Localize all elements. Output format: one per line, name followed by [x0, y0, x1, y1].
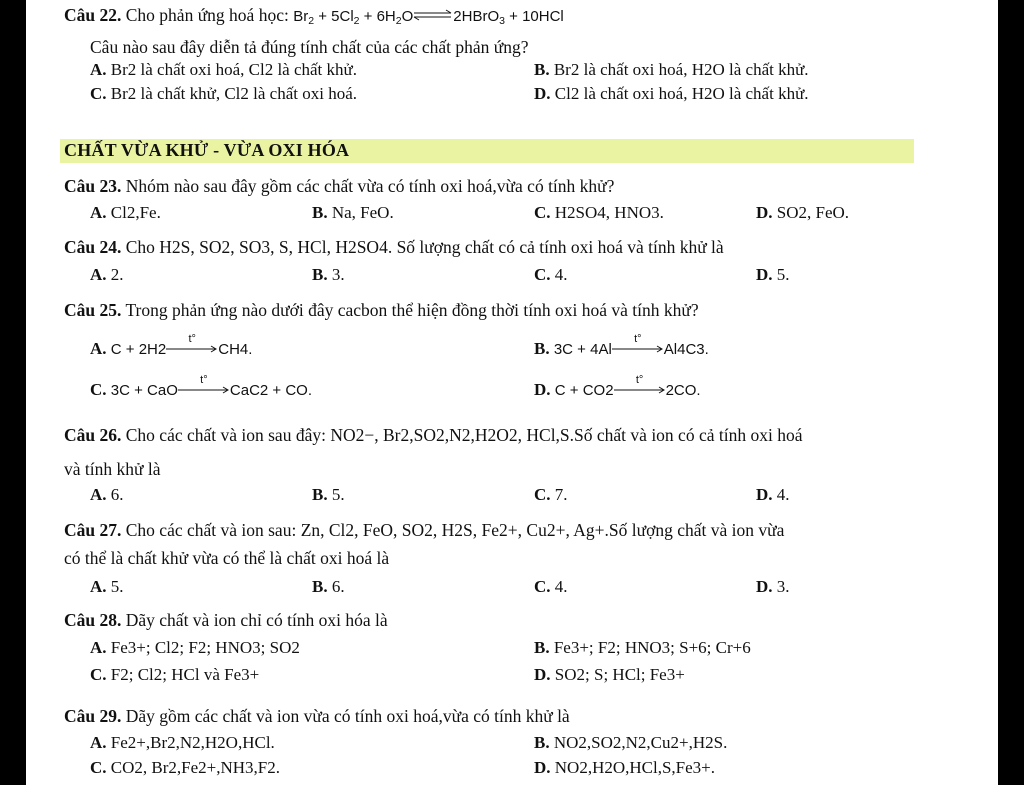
question-prompt: Câu nào sau đây diễn tả đúng tính chất của các chất phản ứng? [90, 37, 529, 57]
question-29 [64, 705, 570, 727]
option-b[interactable]: B. 5. [312, 485, 345, 504]
question-label: Câu 22. [64, 5, 122, 25]
equilibrium-arrow-icon [413, 9, 453, 21]
option-d[interactable]: D. 4. [756, 485, 790, 504]
option-b[interactable]: B. 6. [312, 577, 345, 596]
question-label: Câu 24. [64, 237, 122, 257]
question-26 [64, 424, 802, 446]
question-label: Câu 26. [64, 425, 122, 445]
option-d[interactable]: D. 3. [756, 577, 790, 596]
option-c[interactable]: C. 4. [534, 265, 568, 284]
option-c[interactable]: C. F2; Cl2; HCl và Fe3+ [90, 665, 260, 684]
reaction-arrow-icon: t° [166, 341, 218, 355]
question-label: Câu 23. [64, 176, 122, 196]
option-b[interactable]: B. 3. [312, 265, 345, 284]
option-a[interactable]: A. Fe3+; Cl2; F2; HNO3; SO2 [90, 638, 300, 657]
option-a[interactable]: A. 2. [90, 265, 124, 284]
option-a[interactable]: A. Cl2,Fe. [90, 203, 161, 222]
document-page [26, 0, 998, 785]
question-22 [64, 4, 564, 28]
question-text: Dãy gồm các chất và ion vừa có tính oxi hoá,vừa có tính khử là [125, 706, 570, 726]
option-b[interactable]: B. NO2,SO2,N2,Cu2+,H2S. [534, 733, 728, 752]
question-text: Cho H2S, SO2, SO3, S, HCl, H2SO4. Số lượng chất có cả tính oxi hoá và tính khử là [125, 237, 724, 257]
option-d[interactable]: D. 5. [756, 265, 790, 284]
option-b[interactable]: B. Br2 là chất oxi hoá, H2O là chất khử. [534, 60, 809, 79]
option-d[interactable]: D. NO2,H2O,HCl,S,Fe3+. [534, 758, 716, 777]
question-27 [64, 519, 784, 541]
question-text: Nhóm nào sau đây gồm các chất vừa có tính oxi hoá,vừa có tính khử? [125, 176, 615, 196]
option-c[interactable]: C. H2SO4, HNO3. [534, 203, 664, 222]
option-d[interactable]: D. SO2; S; HCl; Fe3+ [534, 665, 685, 684]
option-a[interactable]: A. 6. [90, 485, 124, 504]
option-d[interactable]: D. C + CO2 t° 2CO. [534, 374, 701, 399]
question-25 [64, 299, 699, 321]
question-label: Câu 29. [64, 706, 122, 726]
reaction-arrow-icon: t° [178, 382, 230, 396]
question-24 [64, 236, 724, 258]
section-header [60, 139, 914, 163]
option-a[interactable]: A. Br2 là chất oxi hoá, Cl2 là chất khử. [90, 60, 357, 79]
option-b[interactable]: B. Fe3+; F2; HNO3; S+6; Cr+6 [534, 638, 751, 657]
option-c[interactable]: C. 7. [534, 485, 568, 504]
option-c[interactable]: C. 4. [534, 577, 568, 596]
option-c[interactable]: C. Br2 là chất khử, Cl2 là chất oxi hoá. [90, 84, 357, 103]
option-c[interactable]: C. CO2, Br2,Fe2+,NH3,F2. [90, 758, 280, 777]
question-text-continued: có thể là chất khử vừa có thể là chất oxi hoá là [64, 548, 390, 568]
option-c[interactable]: C. 3C + CaO t° CaC2 + CO. [90, 374, 313, 399]
reaction-arrow-icon: t° [614, 382, 666, 396]
option-d[interactable]: D. Cl2 là chất oxi hoá, H2O là chất khử. [534, 84, 809, 103]
option-d[interactable]: D. SO2, FeO. [756, 203, 850, 222]
question-label: Câu 28. [64, 610, 122, 630]
question-text: Dãy chất và ion chỉ có tính oxi hóa là [125, 610, 388, 630]
question-text: Cho phản ứng hoá học: [125, 5, 289, 25]
question-label: Câu 25. [64, 300, 122, 320]
option-a[interactable]: A. C + 2H2 t° CH4. [90, 333, 253, 358]
option-a[interactable]: A. 5. [90, 577, 124, 596]
option-a[interactable]: A. Fe2+,Br2,N2,H2O,HCl. [90, 733, 275, 752]
question-text: Cho các chất và ion sau đây: NO2−, Br2,SO2,N2,H2O2, HCl,S.Số chất và ion có cả tính oxi hoá [125, 425, 803, 445]
question-text-continued: và tính khử là [64, 459, 161, 479]
reaction-arrow-icon: t° [612, 341, 664, 355]
reaction-equation: $Br_2 + 5Cl_2 + 6H_2O$ 2HBrO$_3$ + 10HCl [293, 8, 564, 27]
question-text: Cho các chất và ion sau: Zn, Cl2, FeO, SO2, H2S, Fe2+, Cu2+, Ag+.Số lượng chất và ion vừa [125, 520, 785, 540]
question-28 [64, 609, 388, 631]
option-b[interactable]: B. Na, FeO. [312, 203, 394, 222]
question-label: Câu 27. [64, 520, 122, 540]
option-b[interactable]: B. 3C + 4Al t° Al4C3. [534, 333, 709, 358]
section-title: CHẤT VỪA KHỬ - VỪA OXI HÓA [64, 140, 350, 160]
question-23 [64, 175, 614, 197]
question-text: Trong phản ứng nào dưới đây cacbon thể hiện đồng thời tính oxi hoá và tính khử? [125, 300, 699, 320]
